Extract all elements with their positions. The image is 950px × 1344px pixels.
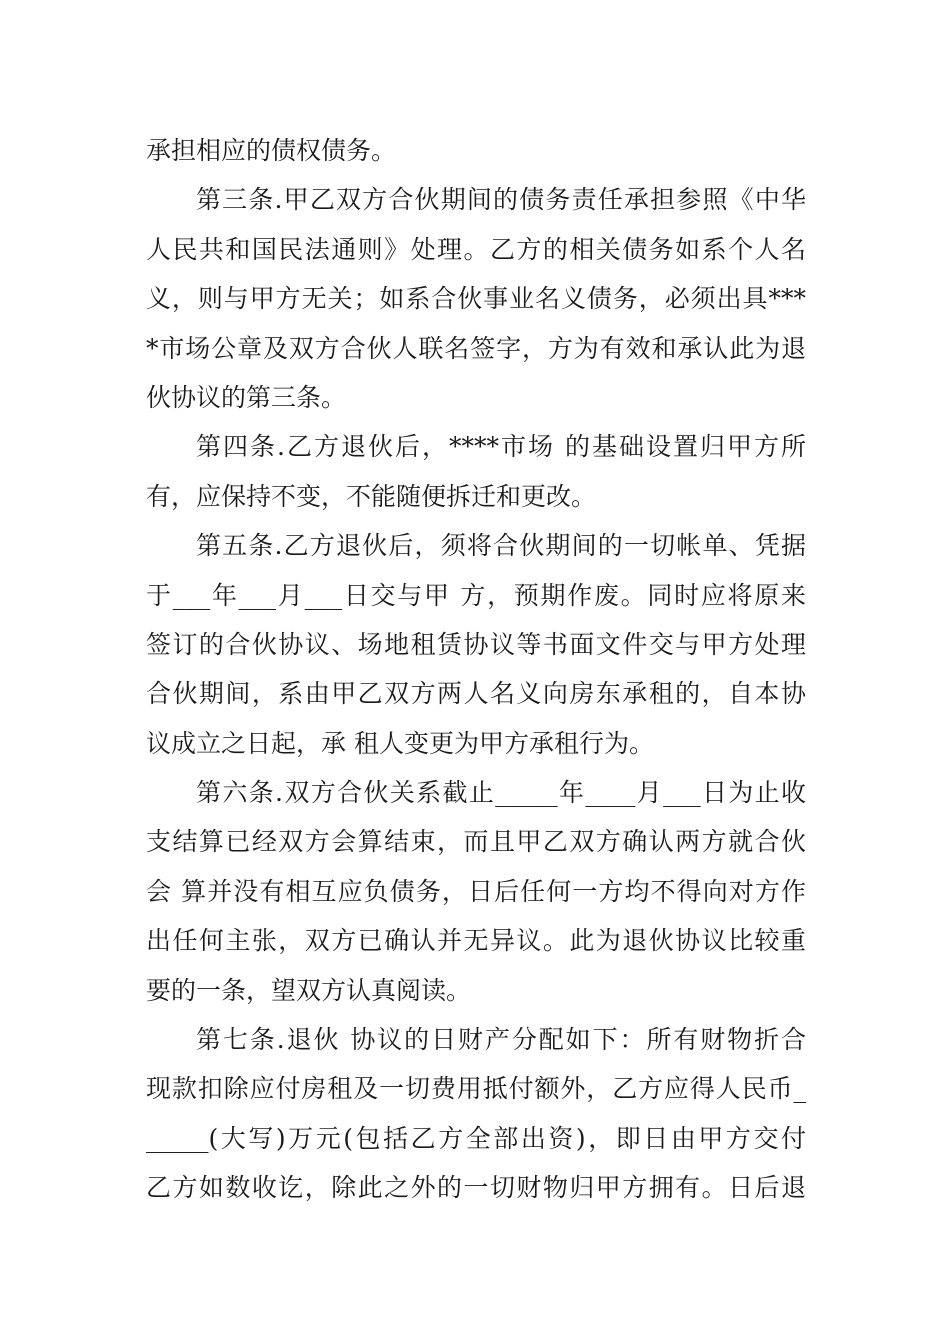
text-line: 人民共和国民法通则》处理。乙方的相关债务如系个人名 [146,234,806,264]
text-line: 有，应保持不变，不能随便拆迁和更改。 [146,481,597,511]
document-body [146,126,806,1213]
text-line: 伙协议的第三条。 [146,382,347,412]
text-line: _____(大写)万元(包括乙方全部出资)，即日由甲方交付 [146,1123,806,1153]
text-line: *市场公章及双方合伙人联名签字，方为有效和承认此为退 [146,333,806,363]
text-line: 义，则与甲方无关；如系合伙事业名义债务，必须出具*** [146,284,806,314]
text-line: 于___年___月___日交与甲 方，预期作废。同时应将原来 [146,580,806,610]
text-line: 现款扣除应付房租及一切费用抵付额外，乙方应得人民币_ [146,1074,806,1104]
text-line: 第三条.甲乙双方合伙期间的债务责任承担参照《中华 [196,185,806,215]
text-line: 第七条.退伙 协议的日财产分配如下：所有财物折合 [196,1025,806,1055]
text-line: 签订的合伙协议、场地租赁协议等书面文件交与甲方处理 [146,629,806,659]
text-line: 会 算并没有相互应负债务，日后任何一方均不得向对方作 [146,876,806,906]
text-line: 第六条.双方合伙关系截止_____年____月___日为止收 [196,778,806,808]
text-line: 承担相应的债权债务。 [146,136,397,165]
text-line: 合伙期间，系由甲乙双方两人名义向房东承租的，自本协 [146,679,806,709]
text-line: 乙方如数收讫，除此之外的一切财物归甲方拥有。日后退 [146,1173,806,1203]
text-line: 第四条.乙方退伙后，****市场 的基础设置归甲方所 [196,432,806,462]
text-line: 出任何主张，双方已确认并无异议。此为退伙协议比较重 [146,926,806,956]
text-line: 支结算已经双方会算结束，而且甲乙双方确认两方就合伙 [146,827,806,857]
text-line: 要的一条，望双方认真阅读。 [146,975,472,1005]
text-line: 议成立之日起，承 租人变更为甲方承租行为。 [146,728,654,758]
text-line: 第五条.乙方退伙后，须将合伙期间的一切帐单、凭据 [196,531,806,561]
